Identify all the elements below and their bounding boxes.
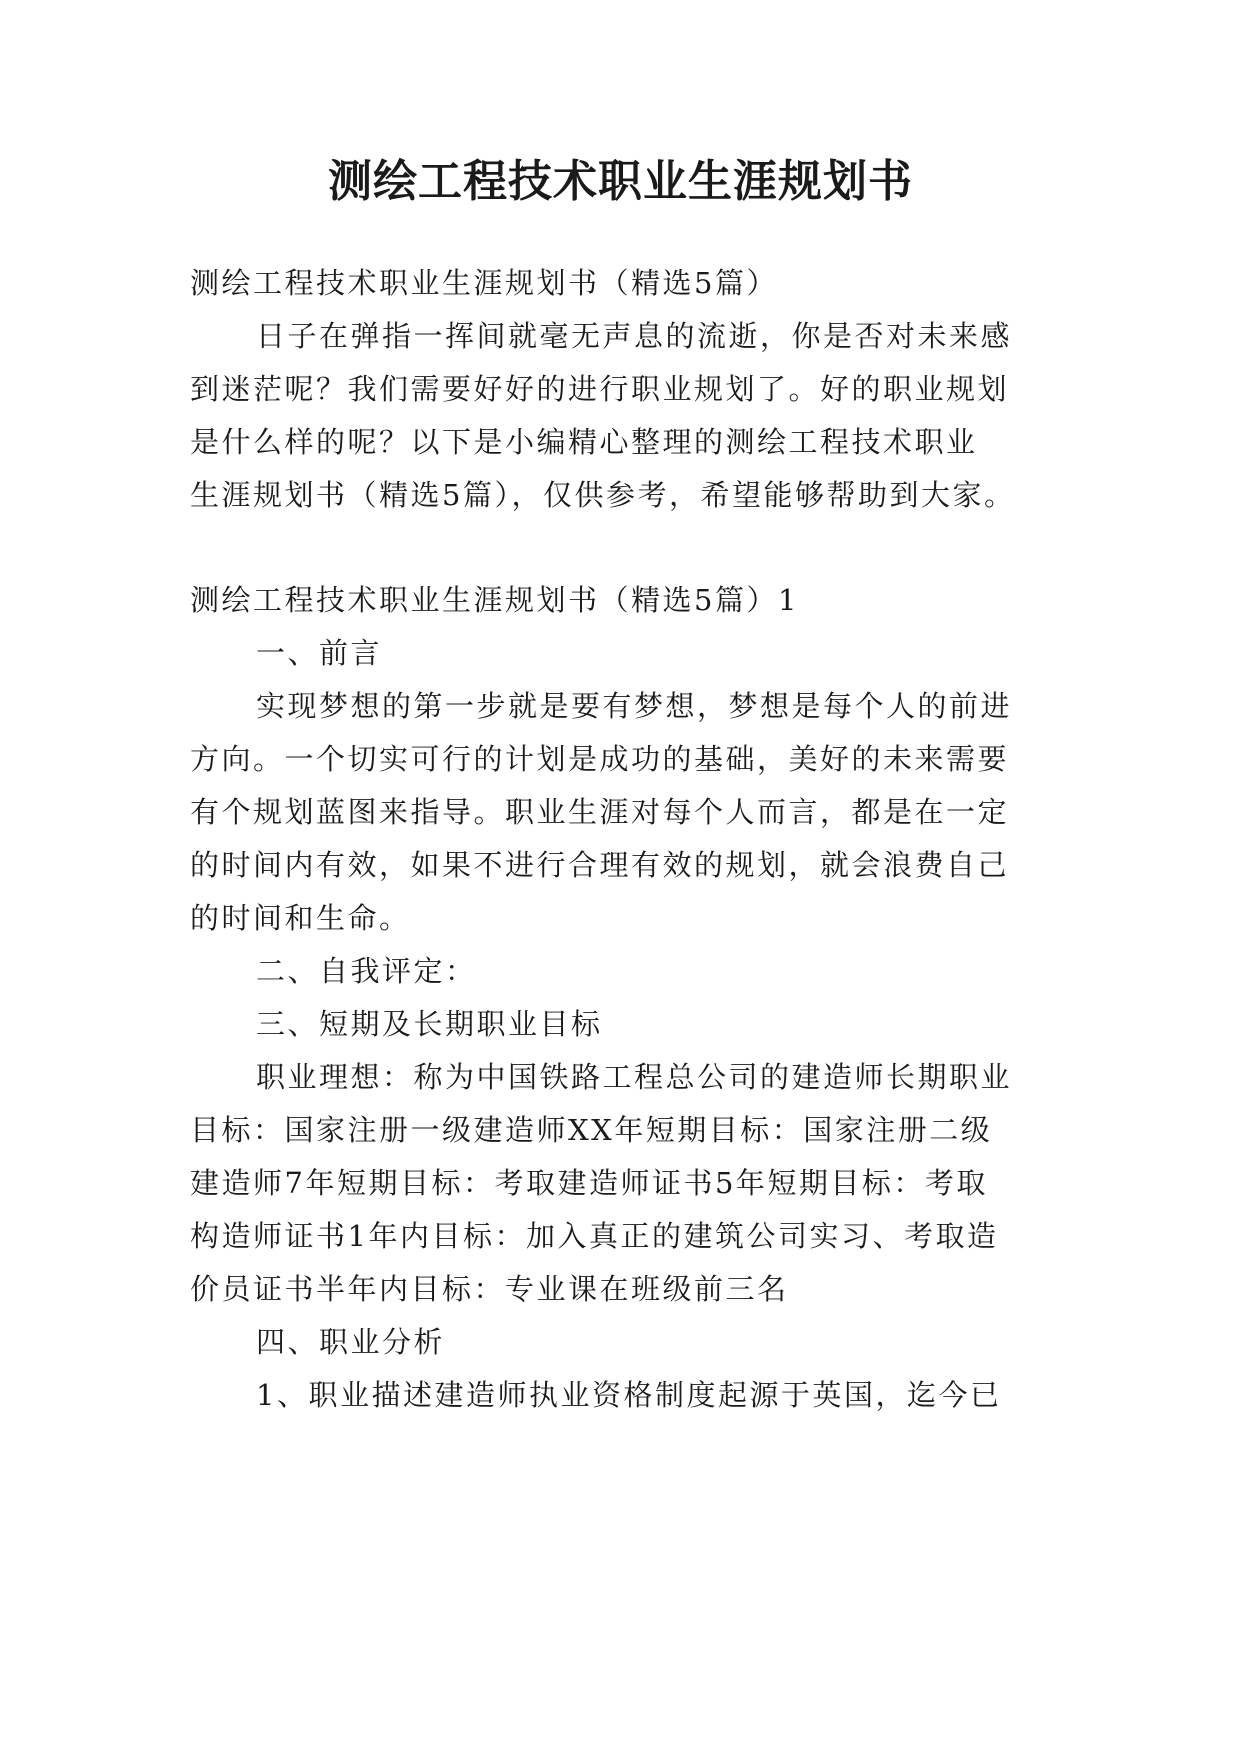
- heading-career-goals: 三、短期及长期职业目标: [256, 1007, 603, 1041]
- intro-paragraph-line: 日子在弹指一挥间就毫无声息的流逝，你是否对未来感: [256, 319, 1013, 353]
- heading-career-analysis: 四、职业分析: [256, 1325, 446, 1359]
- preface-paragraph-line: 有个规划蓝图来指导。职业生涯对每个人而言，都是在一定: [190, 795, 1010, 829]
- heading-preface: 一、前言: [256, 636, 383, 670]
- intro-paragraph-line: 生涯规划书（精选5篇），仅供参考，希望能够帮助到大家。: [190, 478, 1016, 512]
- intro-paragraph-line: 到迷茫呢？我们需要好好的进行职业规划了。好的职业规划: [190, 372, 1010, 406]
- preface-paragraph-line: 实现梦想的第一步就是要有梦想，梦想是每个人的前进: [256, 689, 1013, 723]
- preface-paragraph-line: 方向。一个切实可行的计划是成功的基础，美好的未来需要: [190, 742, 1010, 776]
- subtitle-line: 测绘工程技术职业生涯规划书（精选5篇）: [190, 266, 778, 300]
- goals-paragraph-line: 建造师7年短期目标：考取建造师证书5年短期目标：考取: [190, 1166, 988, 1200]
- preface-paragraph-line: 的时间和生命。: [190, 901, 411, 935]
- goals-paragraph-line: 职业理想：称为中国铁路工程总公司的建造师长期职业: [256, 1060, 1013, 1094]
- analysis-paragraph-line: 1、职业描述建造师执业资格制度起源于英国，迄今已: [256, 1378, 1002, 1412]
- goals-paragraph-line: 目标：国家注册一级建造师XX年短期目标：国家注册二级: [190, 1113, 993, 1147]
- preface-paragraph-line: 的时间内有效，如果不进行合理有效的规划，就会浪费自己: [190, 848, 1010, 882]
- document-title: 测绘工程技术职业生涯规划书: [328, 156, 913, 207]
- intro-paragraph-line: 是什么样的呢？以下是小编精心整理的测绘工程技术职业: [190, 425, 978, 459]
- goals-paragraph-line: 价员证书半年内目标：专业课在班级前三名: [190, 1272, 789, 1306]
- goals-paragraph-line: 构造师证书1年内目标：加入真正的建筑公司实习、考取造: [190, 1219, 999, 1253]
- section-heading-line: 测绘工程技术职业生涯规划书（精选5篇）1: [190, 583, 799, 617]
- heading-self-assessment: 二、自我评定：: [256, 954, 477, 988]
